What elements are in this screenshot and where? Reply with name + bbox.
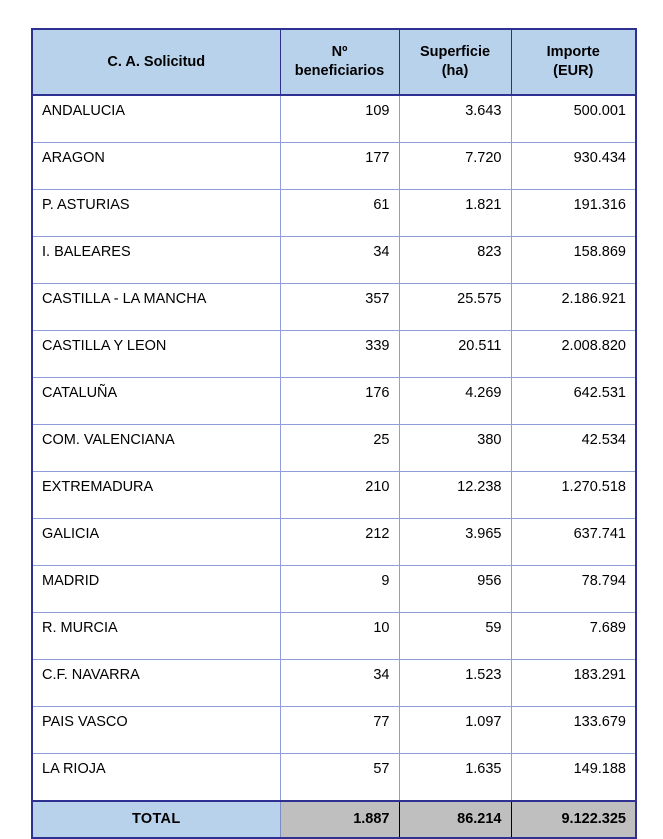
table-row — [32, 707, 636, 754]
cell-amount: 7.689 — [511, 613, 636, 660]
column-header-amount — [511, 29, 636, 95]
cell-beneficiaries: 10 — [280, 613, 399, 660]
table-row — [32, 566, 636, 613]
cell-amount: 133.679 — [511, 707, 636, 754]
cell-region-name: PAIS VASCO — [32, 707, 280, 754]
cell-amount: 1.270.518 — [511, 472, 636, 519]
cell-amount: 158.869 — [511, 237, 636, 284]
cell-surface: 12.238 — [399, 472, 511, 519]
cell-beneficiaries: 109 — [280, 95, 399, 143]
table-row — [32, 95, 636, 143]
table-row — [32, 472, 636, 519]
cell-amount: 642.531 — [511, 378, 636, 425]
cell-region-name: GALICIA — [32, 519, 280, 566]
cell-region-name: COM. VALENCIANA — [32, 425, 280, 472]
cell-amount: 149.188 — [511, 754, 636, 802]
cell-beneficiaries: 177 — [280, 143, 399, 190]
table-row — [32, 613, 636, 660]
cell-region-name: C.F. NAVARRA — [32, 660, 280, 707]
table-header — [32, 29, 636, 95]
cell-beneficiaries: 212 — [280, 519, 399, 566]
table-row — [32, 143, 636, 190]
column-header-region: C. A. Solicitud — [32, 29, 280, 95]
cell-surface: 59 — [399, 613, 511, 660]
table-container — [31, 28, 635, 839]
table-row — [32, 284, 636, 331]
cell-beneficiaries: 357 — [280, 284, 399, 331]
cell-region-name: ARAGON — [32, 143, 280, 190]
table-total-row — [32, 801, 636, 838]
cell-surface: 1.821 — [399, 190, 511, 237]
total-label: TOTAL — [32, 801, 280, 838]
column-header-amount-line2: (EUR) — [553, 63, 594, 79]
table-row — [32, 425, 636, 472]
table-header-row — [32, 29, 636, 95]
cell-amount: 42.534 — [511, 425, 636, 472]
cell-surface: 1.523 — [399, 660, 511, 707]
cell-surface: 1.635 — [399, 754, 511, 802]
column-header-surface-line2: (ha) — [441, 63, 469, 79]
cell-amount: 78.794 — [511, 566, 636, 613]
beneficiaries-summary-table — [31, 28, 637, 839]
table-body — [32, 95, 636, 838]
cell-amount: 500.001 — [511, 95, 636, 143]
column-header-surface — [399, 29, 511, 95]
table-row — [32, 237, 636, 284]
cell-surface: 380 — [399, 425, 511, 472]
cell-region-name: R. MURCIA — [32, 613, 280, 660]
column-header-surface-line1: Superficie — [419, 44, 491, 61]
cell-region-name: ANDALUCIA — [32, 95, 280, 143]
column-header-beneficiaries-line1: Nº — [331, 44, 348, 61]
column-header-beneficiaries — [280, 29, 399, 95]
cell-region-name: EXTREMADURA — [32, 472, 280, 519]
table-row — [32, 378, 636, 425]
cell-amount: 2.008.820 — [511, 331, 636, 378]
cell-beneficiaries: 339 — [280, 331, 399, 378]
cell-amount: 183.291 — [511, 660, 636, 707]
total-surface: 86.214 — [399, 801, 511, 838]
cell-beneficiaries: 61 — [280, 190, 399, 237]
cell-beneficiaries: 176 — [280, 378, 399, 425]
total-beneficiaries: 1.887 — [280, 801, 399, 838]
cell-beneficiaries: 25 — [280, 425, 399, 472]
cell-amount: 930.434 — [511, 143, 636, 190]
cell-amount: 2.186.921 — [511, 284, 636, 331]
cell-surface: 7.720 — [399, 143, 511, 190]
total-amount: 9.122.325 — [511, 801, 636, 838]
cell-surface: 1.097 — [399, 707, 511, 754]
cell-region-name: CASTILLA Y LEON — [32, 331, 280, 378]
cell-beneficiaries: 57 — [280, 754, 399, 802]
cell-beneficiaries: 210 — [280, 472, 399, 519]
cell-beneficiaries: 34 — [280, 237, 399, 284]
cell-region-name: LA RIOJA — [32, 754, 280, 802]
cell-beneficiaries: 77 — [280, 707, 399, 754]
table-row — [32, 331, 636, 378]
cell-surface: 20.511 — [399, 331, 511, 378]
cell-region-name: MADRID — [32, 566, 280, 613]
table-row — [32, 519, 636, 566]
cell-region-name: P. ASTURIAS — [32, 190, 280, 237]
cell-region-name: CATALUÑA — [32, 378, 280, 425]
cell-surface: 25.575 — [399, 284, 511, 331]
table-row — [32, 660, 636, 707]
cell-beneficiaries: 9 — [280, 566, 399, 613]
table-row — [32, 754, 636, 802]
cell-amount: 191.316 — [511, 190, 636, 237]
cell-surface: 4.269 — [399, 378, 511, 425]
cell-amount: 637.741 — [511, 519, 636, 566]
column-header-beneficiaries-line2: beneficiarios — [294, 63, 385, 79]
cell-surface: 3.965 — [399, 519, 511, 566]
cell-surface: 823 — [399, 237, 511, 284]
cell-beneficiaries: 34 — [280, 660, 399, 707]
cell-region-name: CASTILLA - LA MANCHA — [32, 284, 280, 331]
cell-surface: 3.643 — [399, 95, 511, 143]
cell-surface: 956 — [399, 566, 511, 613]
table-row — [32, 190, 636, 237]
column-header-amount-line1: Importe — [546, 44, 600, 61]
cell-region-name: I. BALEARES — [32, 237, 280, 284]
